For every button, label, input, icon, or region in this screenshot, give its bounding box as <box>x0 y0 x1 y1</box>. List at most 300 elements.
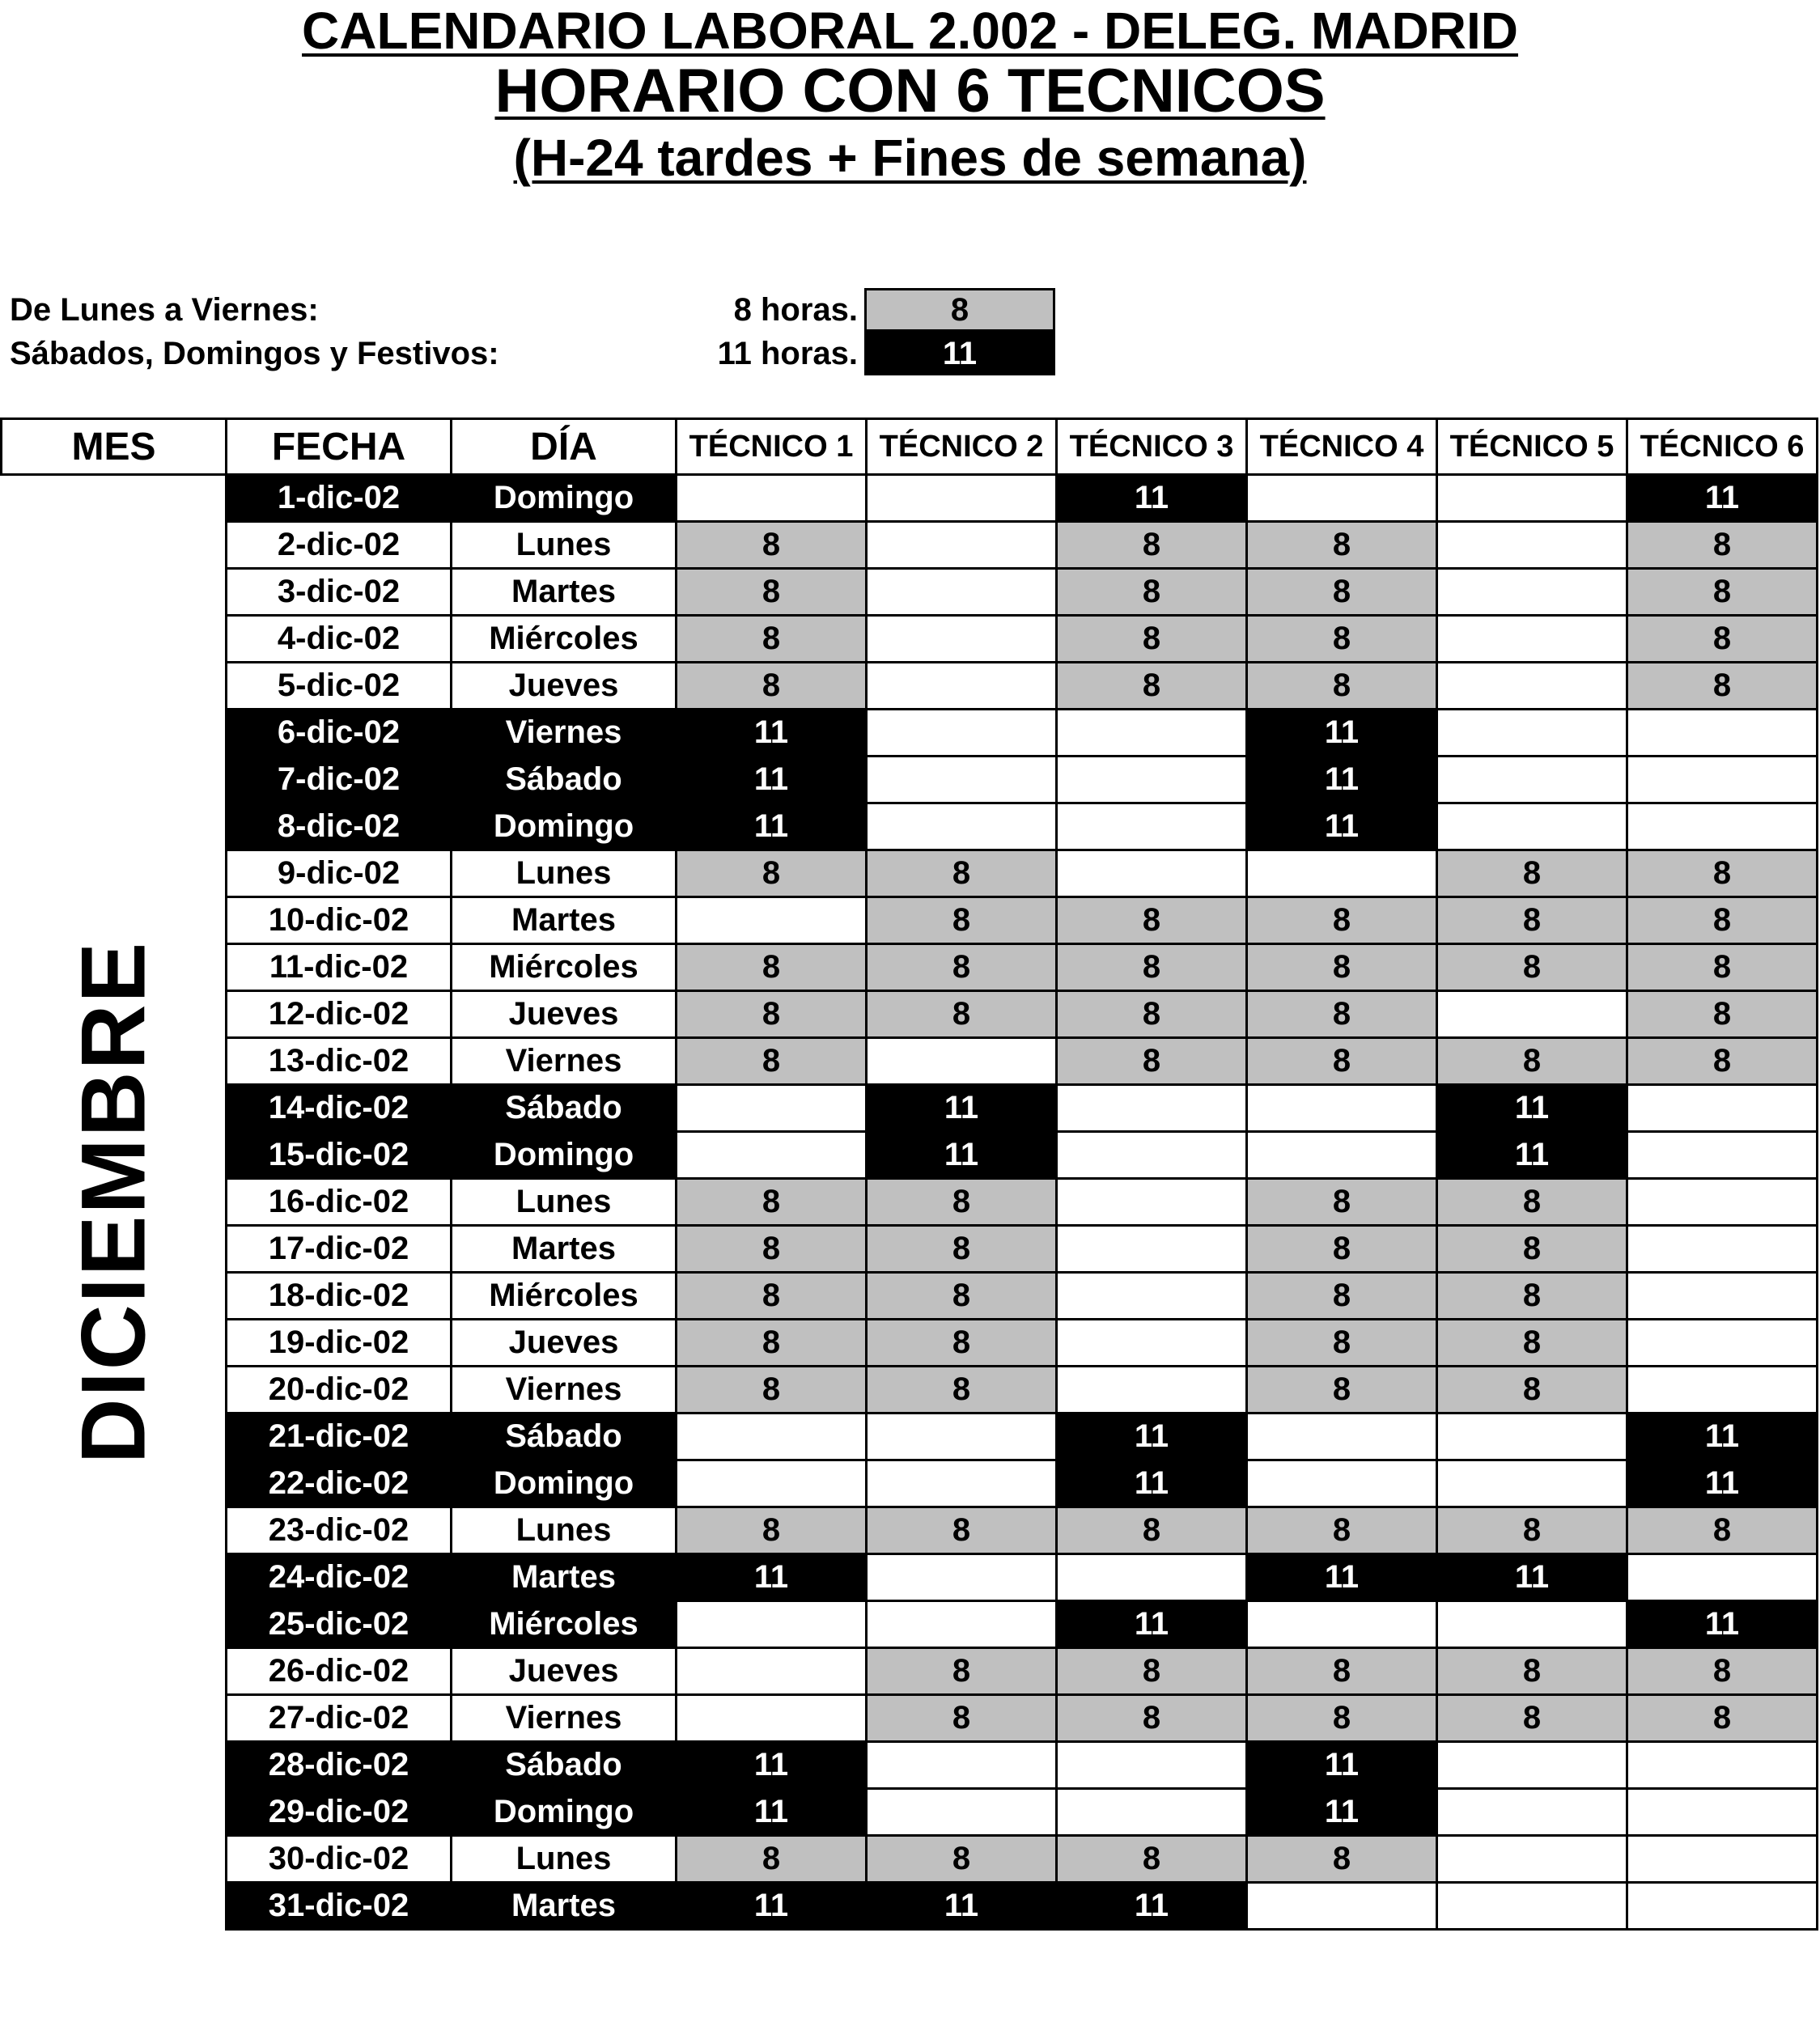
tecnico-5-hours-cell <box>1437 1601 1627 1648</box>
day-cell: Miércoles <box>452 1273 677 1320</box>
tecnico-3-hours-cell <box>1057 1554 1247 1601</box>
tecnico-2-hours-cell: 8 <box>867 1367 1057 1414</box>
date-cell: 30-dic-02 <box>227 1836 452 1883</box>
tecnico-6-hours-cell <box>1627 757 1818 803</box>
col-header-tecnico-3: TÉCNICO 3 <box>1057 419 1247 475</box>
tecnico-2-hours-cell: 8 <box>867 1273 1057 1320</box>
tecnico-1-hours-cell: 11 <box>677 1789 867 1836</box>
tecnico-3-hours-cell <box>1057 757 1247 803</box>
table-row <box>2 1038 1818 1085</box>
table-row <box>2 1695 1818 1742</box>
tecnico-1-hours-cell: 11 <box>677 1742 867 1789</box>
tecnico-3-hours-cell <box>1057 1226 1247 1273</box>
month-label-cell <box>2 475 227 1930</box>
date-cell: 31-dic-02 <box>227 1883 452 1930</box>
tecnico-1-hours-cell: 11 <box>677 757 867 803</box>
table-row <box>2 1367 1818 1414</box>
tecnico-4-hours-cell <box>1247 1132 1437 1179</box>
tecnico-3-hours-cell: 8 <box>1057 616 1247 663</box>
tecnico-6-hours-cell: 8 <box>1627 897 1818 944</box>
tecnico-5-hours-cell <box>1437 1883 1627 1930</box>
tecnico-4-hours-cell: 8 <box>1247 1038 1437 1085</box>
tecnico-1-hours-cell: 8 <box>677 1179 867 1226</box>
table-row <box>2 1836 1818 1883</box>
tecnico-1-hours-cell: 11 <box>677 803 867 850</box>
table-row <box>2 663 1818 710</box>
table-row <box>2 944 1818 991</box>
tecnico-1-hours-cell: 8 <box>677 1507 867 1554</box>
table-row <box>2 1601 1818 1648</box>
day-cell: Lunes <box>452 1836 677 1883</box>
table-header-row <box>2 419 1818 475</box>
tecnico-6-hours-cell: 11 <box>1627 1414 1818 1460</box>
date-cell: 24-dic-02 <box>227 1554 452 1601</box>
day-cell: Lunes <box>452 1179 677 1226</box>
tecnico-4-hours-cell: 11 <box>1247 757 1437 803</box>
tecnico-4-hours-cell: 8 <box>1247 991 1437 1038</box>
tecnico-4-hours-cell <box>1247 1460 1437 1507</box>
tecnico-2-hours-cell: 8 <box>867 1507 1057 1554</box>
date-cell: 3-dic-02 <box>227 569 452 616</box>
tecnico-4-hours-cell <box>1247 1601 1437 1648</box>
table-row <box>2 1320 1818 1367</box>
tecnico-1-hours-cell: 8 <box>677 1367 867 1414</box>
tecnico-6-hours-cell <box>1627 1320 1818 1367</box>
table-row <box>2 1226 1818 1273</box>
tecnico-3-hours-cell: 11 <box>1057 475 1247 522</box>
tecnico-5-hours-cell: 8 <box>1437 897 1627 944</box>
tecnico-5-hours-cell <box>1437 663 1627 710</box>
tecnico-5-hours-cell: 8 <box>1437 944 1627 991</box>
tecnico-1-hours-cell <box>677 1132 867 1179</box>
tecnico-4-hours-cell: 11 <box>1247 1742 1437 1789</box>
day-cell: Viernes <box>452 1695 677 1742</box>
tecnico-5-hours-cell: 11 <box>1437 1085 1627 1132</box>
tecnico-3-hours-cell: 8 <box>1057 663 1247 710</box>
tecnico-1-hours-cell <box>677 1085 867 1132</box>
tecnico-2-hours-cell <box>867 616 1057 663</box>
legend-weekend-hours: 11 horas. <box>717 336 858 371</box>
tecnico-5-hours-cell: 8 <box>1437 1226 1627 1273</box>
tecnico-2-hours-cell <box>867 1789 1057 1836</box>
tecnico-2-hours-cell: 8 <box>867 1836 1057 1883</box>
date-cell: 22-dic-02 <box>227 1460 452 1507</box>
tecnico-3-hours-cell: 8 <box>1057 1648 1247 1695</box>
day-cell: Miércoles <box>452 1601 677 1648</box>
tecnico-6-hours-cell: 8 <box>1627 522 1818 569</box>
tecnico-1-hours-cell: 8 <box>677 1273 867 1320</box>
date-cell: 19-dic-02 <box>227 1320 452 1367</box>
table-row <box>2 1554 1818 1601</box>
date-cell: 20-dic-02 <box>227 1367 452 1414</box>
tecnico-3-hours-cell <box>1057 1132 1247 1179</box>
date-cell: 15-dic-02 <box>227 1132 452 1179</box>
tecnico-5-hours-cell: 11 <box>1437 1554 1627 1601</box>
tecnico-2-hours-cell: 8 <box>867 1648 1057 1695</box>
tecnico-4-hours-cell: 8 <box>1247 944 1437 991</box>
tecnico-5-hours-cell: 8 <box>1437 1507 1627 1554</box>
tecnico-5-hours-cell: 8 <box>1437 1367 1627 1414</box>
table-row <box>2 1507 1818 1554</box>
tecnico-3-hours-cell <box>1057 803 1247 850</box>
tecnico-1-hours-cell: 8 <box>677 1320 867 1367</box>
tecnico-4-hours-cell: 8 <box>1247 1320 1437 1367</box>
date-cell: 25-dic-02 <box>227 1601 452 1648</box>
tecnico-6-hours-cell: 11 <box>1627 1460 1818 1507</box>
tecnico-1-hours-cell: 8 <box>677 1836 867 1883</box>
col-header-tecnico-1: TÉCNICO 1 <box>677 419 867 475</box>
table-row <box>2 1742 1818 1789</box>
col-header-tecnico-6: TÉCNICO 6 <box>1627 419 1818 475</box>
col-header-tecnico-2: TÉCNICO 2 <box>867 419 1057 475</box>
tecnico-5-hours-cell: 8 <box>1437 850 1627 897</box>
tecnico-5-hours-cell: 8 <box>1437 1320 1627 1367</box>
tecnico-6-hours-cell <box>1627 1367 1818 1414</box>
tecnico-4-hours-cell: 11 <box>1247 710 1437 757</box>
tecnico-3-hours-cell <box>1057 1179 1247 1226</box>
date-cell: 17-dic-02 <box>227 1226 452 1273</box>
tecnico-6-hours-cell: 11 <box>1627 475 1818 522</box>
tecnico-1-hours-cell: 11 <box>677 710 867 757</box>
tecnico-2-hours-cell <box>867 1038 1057 1085</box>
day-cell: Martes <box>452 1226 677 1273</box>
tecnico-4-hours-cell: 8 <box>1247 1695 1437 1742</box>
tecnico-2-hours-cell: 11 <box>867 1883 1057 1930</box>
tecnico-5-hours-cell <box>1437 991 1627 1038</box>
tecnico-6-hours-cell <box>1627 1085 1818 1132</box>
table-row <box>2 1179 1818 1226</box>
tecnico-3-hours-cell <box>1057 850 1247 897</box>
date-cell: 18-dic-02 <box>227 1273 452 1320</box>
page-note: (H-24 tardes + Fines de semana) <box>513 129 1307 187</box>
col-header-mes: MES <box>2 419 227 475</box>
day-cell: Lunes <box>452 1507 677 1554</box>
table-row <box>2 991 1818 1038</box>
tecnico-2-hours-cell <box>867 1742 1057 1789</box>
tecnico-1-hours-cell: 8 <box>677 944 867 991</box>
tecnico-3-hours-cell <box>1057 1367 1247 1414</box>
tecnico-6-hours-cell: 8 <box>1627 663 1818 710</box>
tecnico-6-hours-cell <box>1627 1742 1818 1789</box>
day-cell: Viernes <box>452 1038 677 1085</box>
day-cell: Martes <box>452 1554 677 1601</box>
date-cell: 10-dic-02 <box>227 897 452 944</box>
tecnico-6-hours-cell <box>1627 1226 1818 1273</box>
date-cell: 28-dic-02 <box>227 1742 452 1789</box>
date-cell: 5-dic-02 <box>227 663 452 710</box>
tecnico-3-hours-cell: 8 <box>1057 991 1247 1038</box>
table-row <box>2 475 1818 522</box>
tecnico-2-hours-cell <box>867 1554 1057 1601</box>
tecnico-4-hours-cell <box>1247 850 1437 897</box>
tecnico-5-hours-cell <box>1437 1414 1627 1460</box>
tecnico-6-hours-cell <box>1627 1789 1818 1836</box>
tecnico-1-hours-cell: 11 <box>677 1554 867 1601</box>
date-cell: 29-dic-02 <box>227 1789 452 1836</box>
day-cell: Domingo <box>452 1460 677 1507</box>
table-row <box>2 1648 1818 1695</box>
tecnico-3-hours-cell: 11 <box>1057 1460 1247 1507</box>
page-subtitle: HORARIO CON 6 TECNICOS <box>494 57 1326 125</box>
day-cell: Domingo <box>452 475 677 522</box>
day-cell: Domingo <box>452 1132 677 1179</box>
tecnico-4-hours-cell: 8 <box>1247 663 1437 710</box>
tecnico-5-hours-cell: 11 <box>1437 1132 1627 1179</box>
tecnico-2-hours-cell <box>867 710 1057 757</box>
day-cell: Viernes <box>452 710 677 757</box>
tecnico-4-hours-cell <box>1247 1085 1437 1132</box>
day-cell: Domingo <box>452 803 677 850</box>
tecnico-2-hours-cell <box>867 522 1057 569</box>
date-cell: 2-dic-02 <box>227 522 452 569</box>
tecnico-4-hours-cell <box>1247 1883 1437 1930</box>
tecnico-4-hours-cell <box>1247 1414 1437 1460</box>
tecnico-2-hours-cell: 8 <box>867 897 1057 944</box>
day-cell: Miércoles <box>452 944 677 991</box>
tecnico-6-hours-cell <box>1627 1132 1818 1179</box>
tecnico-3-hours-cell <box>1057 1742 1247 1789</box>
table-row <box>2 1789 1818 1836</box>
tecnico-6-hours-cell: 8 <box>1627 944 1818 991</box>
tecnico-6-hours-cell: 8 <box>1627 569 1818 616</box>
day-cell: Martes <box>452 897 677 944</box>
day-cell: Jueves <box>452 1648 677 1695</box>
tecnico-2-hours-cell: 8 <box>867 850 1057 897</box>
tecnico-6-hours-cell: 8 <box>1627 1648 1818 1695</box>
tecnico-4-hours-cell: 8 <box>1247 1507 1437 1554</box>
tecnico-1-hours-cell: 8 <box>677 663 867 710</box>
tecnico-1-hours-cell: 8 <box>677 1038 867 1085</box>
tecnico-1-hours-cell <box>677 1601 867 1648</box>
tecnico-1-hours-cell: 11 <box>677 1883 867 1930</box>
tecnico-2-hours-cell: 8 <box>867 1695 1057 1742</box>
date-cell: 27-dic-02 <box>227 1695 452 1742</box>
date-cell: 8-dic-02 <box>227 803 452 850</box>
tecnico-3-hours-cell: 8 <box>1057 569 1247 616</box>
col-header-fecha: FECHA <box>227 419 452 475</box>
legend-weekend-swatch: 11 <box>864 332 1055 375</box>
day-cell: Martes <box>452 569 677 616</box>
day-cell: Miércoles <box>452 616 677 663</box>
tecnico-5-hours-cell: 8 <box>1437 1695 1627 1742</box>
date-cell: 1-dic-02 <box>227 475 452 522</box>
table-row <box>2 1883 1818 1930</box>
tecnico-4-hours-cell: 8 <box>1247 522 1437 569</box>
tecnico-1-hours-cell: 8 <box>677 616 867 663</box>
date-cell: 6-dic-02 <box>227 710 452 757</box>
table-row <box>2 803 1818 850</box>
tecnico-1-hours-cell <box>677 1695 867 1742</box>
tecnico-6-hours-cell <box>1627 803 1818 850</box>
day-cell: Lunes <box>452 850 677 897</box>
tecnico-2-hours-cell: 11 <box>867 1085 1057 1132</box>
tecnico-2-hours-cell <box>867 1460 1057 1507</box>
tecnico-6-hours-cell: 8 <box>1627 850 1818 897</box>
page-title: CALENDARIO LABORAL 2.002 - DELEG. MADRID <box>302 2 1518 60</box>
tecnico-1-hours-cell: 8 <box>677 522 867 569</box>
tecnico-4-hours-cell: 8 <box>1247 1648 1437 1695</box>
legend-weekday-swatch: 8 <box>864 288 1055 332</box>
tecnico-6-hours-cell <box>1627 1273 1818 1320</box>
date-cell: 11-dic-02 <box>227 944 452 991</box>
tecnico-2-hours-cell <box>867 1414 1057 1460</box>
day-cell: Sábado <box>452 1414 677 1460</box>
tecnico-3-hours-cell <box>1057 1085 1247 1132</box>
tecnico-1-hours-cell <box>677 1460 867 1507</box>
tecnico-4-hours-cell: 8 <box>1247 1179 1437 1226</box>
tecnico-5-hours-cell <box>1437 1836 1627 1883</box>
tecnico-5-hours-cell: 8 <box>1437 1648 1627 1695</box>
tecnico-2-hours-cell: 8 <box>867 991 1057 1038</box>
tecnico-5-hours-cell: 8 <box>1437 1273 1627 1320</box>
tecnico-4-hours-cell: 8 <box>1247 1836 1437 1883</box>
tecnico-6-hours-cell: 8 <box>1627 1695 1818 1742</box>
day-cell: Sábado <box>452 1742 677 1789</box>
table-row <box>2 616 1818 663</box>
tecnico-4-hours-cell: 8 <box>1247 1273 1437 1320</box>
day-cell: Jueves <box>452 991 677 1038</box>
day-cell: Jueves <box>452 1320 677 1367</box>
tecnico-6-hours-cell <box>1627 1883 1818 1930</box>
date-cell: 13-dic-02 <box>227 1038 452 1085</box>
day-cell: Sábado <box>452 1085 677 1132</box>
tecnico-3-hours-cell: 11 <box>1057 1601 1247 1648</box>
tecnico-1-hours-cell <box>677 1648 867 1695</box>
tecnico-1-hours-cell: 8 <box>677 850 867 897</box>
tecnico-2-hours-cell <box>867 757 1057 803</box>
tecnico-1-hours-cell <box>677 1414 867 1460</box>
tecnico-5-hours-cell <box>1437 757 1627 803</box>
tecnico-4-hours-cell: 8 <box>1247 616 1437 663</box>
tecnico-2-hours-cell <box>867 475 1057 522</box>
tecnico-6-hours-cell: 8 <box>1627 1038 1818 1085</box>
tecnico-6-hours-cell <box>1627 1179 1818 1226</box>
tecnico-5-hours-cell <box>1437 616 1627 663</box>
day-cell: Jueves <box>452 663 677 710</box>
tecnico-4-hours-cell: 8 <box>1247 897 1437 944</box>
tecnico-2-hours-cell <box>867 663 1057 710</box>
table-row <box>2 1460 1818 1507</box>
legend-weekday-hours: 8 horas. <box>733 292 858 328</box>
tecnico-4-hours-cell: 8 <box>1247 1367 1437 1414</box>
tecnico-1-hours-cell: 8 <box>677 991 867 1038</box>
date-cell: 14-dic-02 <box>227 1085 452 1132</box>
tecnico-2-hours-cell <box>867 803 1057 850</box>
day-cell: Lunes <box>452 522 677 569</box>
tecnico-3-hours-cell: 8 <box>1057 1038 1247 1085</box>
tecnico-4-hours-cell: 11 <box>1247 1554 1437 1601</box>
table-row <box>2 897 1818 944</box>
day-cell: Martes <box>452 1883 677 1930</box>
tecnico-2-hours-cell: 8 <box>867 1179 1057 1226</box>
tecnico-2-hours-cell <box>867 569 1057 616</box>
tecnico-1-hours-cell: 8 <box>677 1226 867 1273</box>
tecnico-3-hours-cell: 8 <box>1057 897 1247 944</box>
tecnico-5-hours-cell: 8 <box>1437 1038 1627 1085</box>
tecnico-6-hours-cell <box>1627 1836 1818 1883</box>
tecnico-4-hours-cell: 11 <box>1247 1789 1437 1836</box>
tecnico-6-hours-cell <box>1627 1554 1818 1601</box>
tecnico-4-hours-cell: 8 <box>1247 569 1437 616</box>
tecnico-3-hours-cell <box>1057 1789 1247 1836</box>
tecnico-4-hours-cell: 11 <box>1247 803 1437 850</box>
tecnico-6-hours-cell: 8 <box>1627 616 1818 663</box>
legend-weekday-label: De Lunes a Viernes: <box>10 292 319 328</box>
tecnico-3-hours-cell: 8 <box>1057 1695 1247 1742</box>
tecnico-3-hours-cell: 11 <box>1057 1883 1247 1930</box>
date-cell: 21-dic-02 <box>227 1414 452 1460</box>
tecnico-5-hours-cell <box>1437 569 1627 616</box>
table-row <box>2 522 1818 569</box>
tecnico-5-hours-cell: 8 <box>1437 1179 1627 1226</box>
tecnico-3-hours-cell <box>1057 710 1247 757</box>
date-cell: 26-dic-02 <box>227 1648 452 1695</box>
tecnico-3-hours-cell: 8 <box>1057 1507 1247 1554</box>
date-cell: 23-dic-02 <box>227 1507 452 1554</box>
day-cell: Domingo <box>452 1789 677 1836</box>
tecnico-5-hours-cell <box>1437 522 1627 569</box>
table-row <box>2 1085 1818 1132</box>
tecnico-3-hours-cell: 8 <box>1057 944 1247 991</box>
tecnico-5-hours-cell <box>1437 1742 1627 1789</box>
table-row <box>2 1414 1818 1460</box>
day-cell: Sábado <box>452 757 677 803</box>
tecnico-4-hours-cell <box>1247 475 1437 522</box>
tecnico-2-hours-cell: 11 <box>867 1132 1057 1179</box>
table-row <box>2 1132 1818 1179</box>
col-header-tecnico-4: TÉCNICO 4 <box>1247 419 1437 475</box>
tecnico-6-hours-cell: 11 <box>1627 1601 1818 1648</box>
tecnico-3-hours-cell <box>1057 1273 1247 1320</box>
tecnico-6-hours-cell: 8 <box>1627 991 1818 1038</box>
tecnico-2-hours-cell: 8 <box>867 944 1057 991</box>
tecnico-3-hours-cell: 8 <box>1057 522 1247 569</box>
legend-weekend-label: Sábados, Domingos y Festivos: <box>10 336 499 371</box>
tecnico-5-hours-cell <box>1437 1789 1627 1836</box>
tecnico-3-hours-cell <box>1057 1320 1247 1367</box>
day-cell: Viernes <box>452 1367 677 1414</box>
date-cell: 4-dic-02 <box>227 616 452 663</box>
tecnico-1-hours-cell: 8 <box>677 569 867 616</box>
tecnico-5-hours-cell <box>1437 803 1627 850</box>
tecnico-5-hours-cell <box>1437 1460 1627 1507</box>
calendar-table <box>0 417 1818 1931</box>
col-header-dia: DÍA <box>452 419 677 475</box>
date-cell: 16-dic-02 <box>227 1179 452 1226</box>
date-cell: 12-dic-02 <box>227 991 452 1038</box>
table-row <box>2 757 1818 803</box>
tecnico-6-hours-cell <box>1627 710 1818 757</box>
col-header-tecnico-5: TÉCNICO 5 <box>1437 419 1627 475</box>
table-row <box>2 569 1818 616</box>
tecnico-5-hours-cell <box>1437 710 1627 757</box>
table-row <box>2 1273 1818 1320</box>
date-cell: 7-dic-02 <box>227 757 452 803</box>
tecnico-2-hours-cell: 8 <box>867 1226 1057 1273</box>
tecnico-6-hours-cell: 8 <box>1627 1507 1818 1554</box>
tecnico-3-hours-cell: 8 <box>1057 1836 1247 1883</box>
tecnico-5-hours-cell <box>1437 475 1627 522</box>
table-row <box>2 850 1818 897</box>
tecnico-2-hours-cell: 8 <box>867 1320 1057 1367</box>
date-cell: 9-dic-02 <box>227 850 452 897</box>
tecnico-2-hours-cell <box>867 1601 1057 1648</box>
month-label: DICIEMBRE <box>62 941 164 1464</box>
tecnico-4-hours-cell: 8 <box>1247 1226 1437 1273</box>
tecnico-1-hours-cell <box>677 897 867 944</box>
tecnico-1-hours-cell <box>677 475 867 522</box>
tecnico-3-hours-cell: 11 <box>1057 1414 1247 1460</box>
